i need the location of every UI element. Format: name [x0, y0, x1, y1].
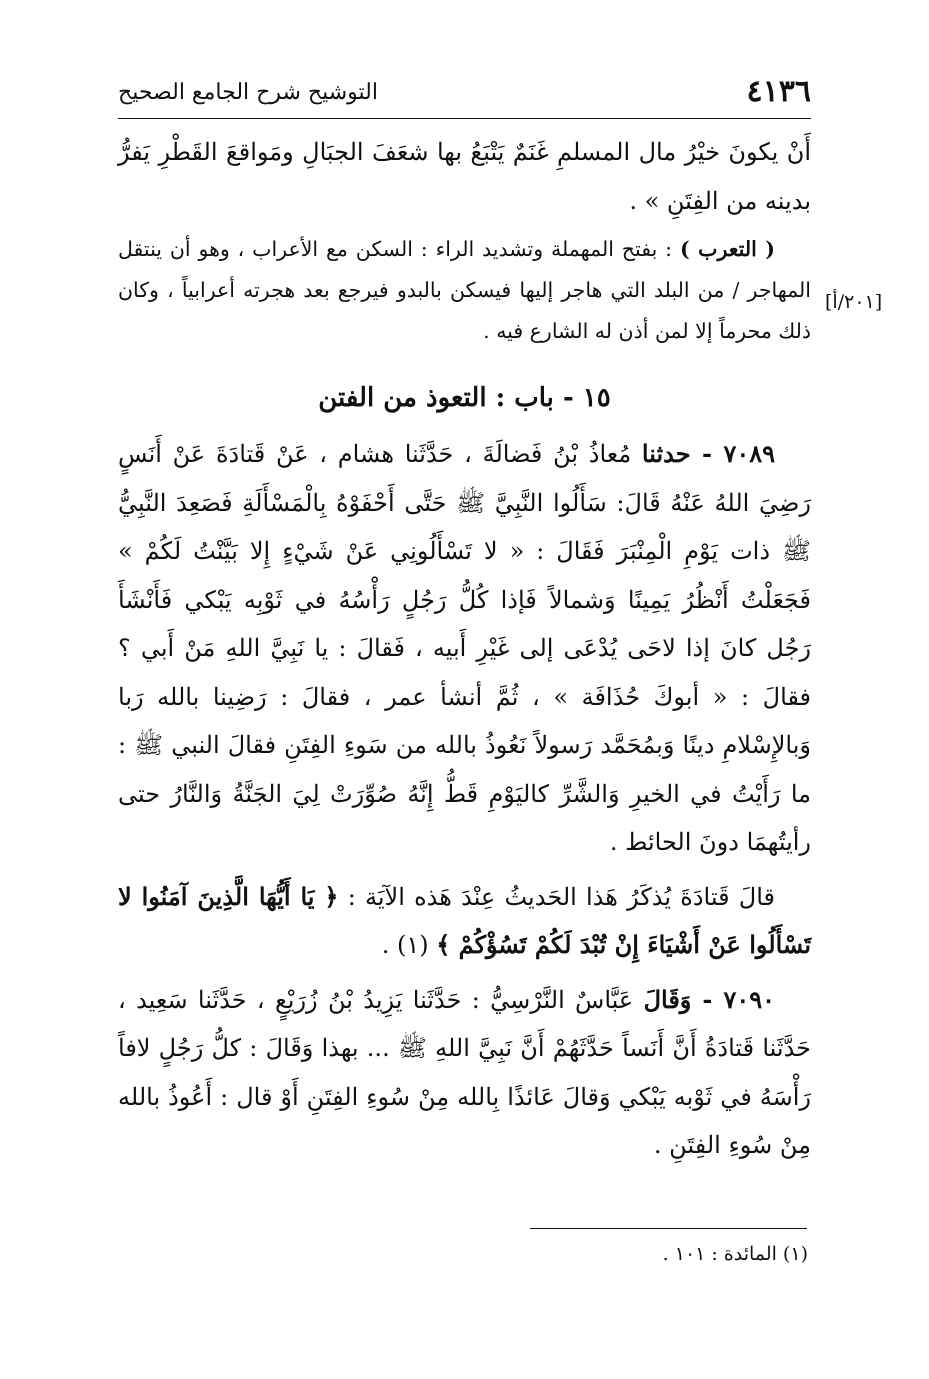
- paragraph-hadith-7090: [118, 976, 811, 1170]
- commentary-term: ( التعرب ): [679, 237, 775, 261]
- footnote: (١) المائدة : ١٠١ .: [662, 1243, 808, 1265]
- hadith-number-7090: ٧٠٩٠ - وَقَالَ: [643, 984, 776, 1014]
- page-number: ٤١٣٦: [746, 74, 811, 109]
- paragraph-hadith-7089: [118, 430, 811, 867]
- running-title: التوشيح شرح الجامع الصحيح: [118, 80, 378, 105]
- hadith-text-7089: مُعاذُ بْنُ فَضالَةَ ، حَدَّثَنا هشام ، عَنْ قَتادَةَ عَنْ أَنَسٍ رَضِيَ اللهُ عَنْهُ قَالَ: سَأَلُوا النَّبِيَّ ﷺ حَتَّى أَحْفَوْهُ بِالْمَسْأَلَةِ فَصَعِدَ النَّبِيُّ ﷺ ذات يَوْمِ الْمِنْبَرَ فَقَالَ : « لا تَسْأَلُونِي عَنْ شَيْءٍ إِلا بَيَّنْتُ لَكُمْ » فَجَعَلْتُ أَنْظُرُ يَمِينًا وَشمالاً فَإذا كُلُّ رَجُلٍ رَأْسُهُ في ثَوْبِه يَبْكي فَأَنْشَأَ رَجُل كانَ إذا لاحَى يُدْعَى إلى غَيْرِ أَبيه ، فَقالَ : يا نَبِيَّ اللهِ مَنْ أَبي ؟ فقالَ : « أبوكَ حُذَافَة » ، ثُمَّ أنشأ عمر ، فقالَ : رَضِينا بالله رَبا وَبالإِسْلامِ دينًا وَبمُحَمَّد رَسولاً نَعُوذُ بالله من سَوءِ الفِتَنِ فقالَ النبي ﷺ : ما رَأَيْتُ في الخيرِ وَالشَّرِّ كاليَوْمِ قَطُّ إِنَّهُ صُوِّرَتْ لِيَ الجَنَّةُ وَالنَّارُ حتى رأيتُهمَا دونَ الحائط .: [118, 440, 811, 856]
- paragraph-hadith-ending: أَنْ يكونَ خيْرُ مال المسلمِ غَنَمٌ يَتْبَعُ بها شعَفَ الجبَالِ ومَواقعَ القَطْرِ يَفرُّ بدينه من الفِتَنِ » .: [118, 138, 811, 215]
- page-header: [118, 74, 811, 119]
- footnote-marker: (١) .: [381, 931, 437, 959]
- main-text: [118, 128, 811, 1170]
- qatada-note-text: قالَ قَتادَةَ يُذكَرُ هَذا الحَديثُ عِنْدَ هَذه الآيَة :: [338, 882, 775, 911]
- margin-folio-reference: [٢٠١/أ]: [825, 291, 883, 313]
- chapter-heading: ١٥ - باب : التعوذ من الفتن: [318, 383, 611, 413]
- footnote-divider: [530, 1228, 807, 1229]
- hadith-number-7089: ٧٠٨٩ - حدثنا: [641, 439, 776, 468]
- paragraph-commentary: [118, 229, 811, 352]
- quran-verse: ﴿ يَا أَيُّهَا الَّذِينَ آمَنُوا لا تَسْأَلُوا عَنْ أَشْيَاءَ إِنْ تُبْدَ لَكُمْ تَسُؤْكُمْ ﴾: [118, 881, 811, 959]
- paragraph-qatada-note: [118, 873, 811, 970]
- commentary-text: : بفتح المهملة وتشديد الراء : السكن مع الأعراب ، وهو أن ينتقل المهاجر / من البلد التي هاجر إليها فيسكن بالبدو فيرجع بعد هجرته أعرابياً ، وكان ذلك محرماً إلا لمن أذن له الشارع فيه .: [118, 237, 811, 343]
- hadith-text-7090: عَبَّاسٌ النَّرْسِيُّ : حَدَّثَنا يَزِيدُ بْنُ زُرَيْعٍ ، حَدَّثَنا سَعِيد ، حَدَّثَنا قَتادَةُ أَنَّ أَنَساً حَدَّثَهُمْ أَنَّ نَبِيَّ اللهِ ﷺ ... بهذا وَقَالَ : كلُّ رَجُلٍ لافاً رَأْسَهُ في ثَوْبه يَبْكي وَقالَ عَائذًا بِالله مِنْ سُوءِ الفِتَنِ أَوْ قال : أَعُوذُ بالله مِنْ سُوءِ الفِتَنِ .: [118, 985, 812, 1159]
